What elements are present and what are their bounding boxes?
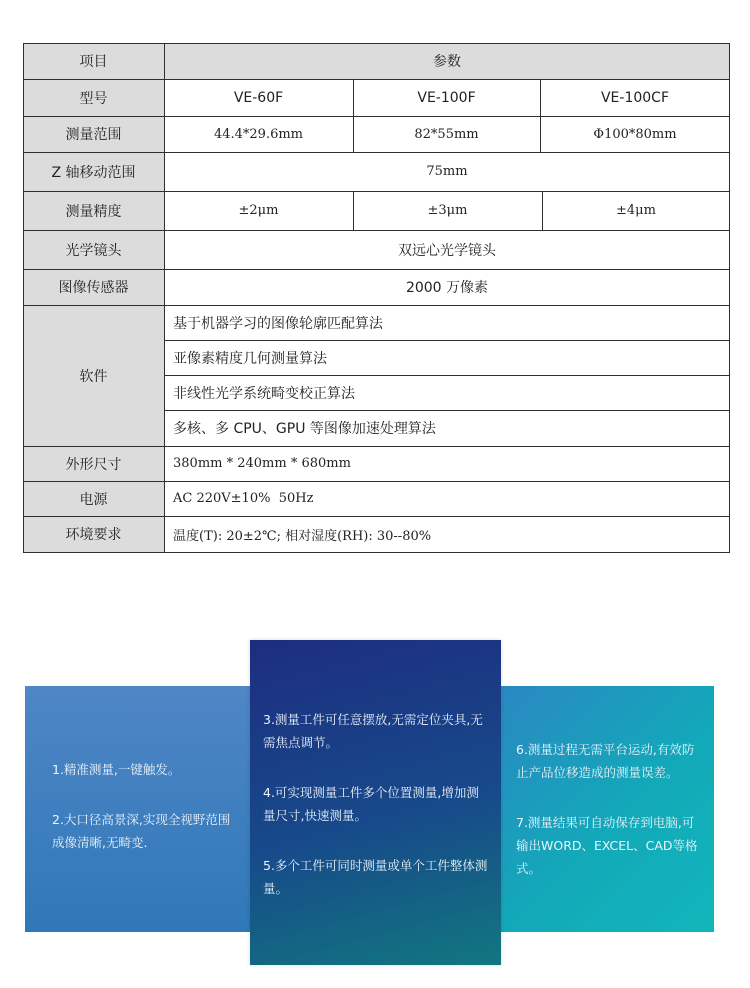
row-label-environment: 环境要求 (65, 527, 122, 543)
row-label-z-axis: Z 轴移动范围 (51, 164, 136, 181)
header-params: 参数 (433, 54, 461, 70)
model-ve-100f: VE-100F (417, 89, 476, 106)
software-item: 非线性光学系统畸变校正算法 (173, 385, 355, 402)
row-label-lens: 光学镜头 (65, 242, 122, 259)
software-item: 基于机器学习的图像轮廓匹配算法 (173, 315, 383, 332)
feature-panel-left (25, 686, 255, 932)
environment-value: 温度(T): 20±2℃; 相对湿度(RH): 30--80% (173, 528, 432, 544)
range-ve-100f: 82*55mm (414, 126, 479, 142)
feature-text: 7.测量结果可自动保存到电脑,可输出WORD、EXCEL、CAD等格式。 (516, 815, 698, 876)
feature-panel-center (250, 640, 501, 965)
feature-text: 5.多个工件可同时测量或单个工件整体测量。 (263, 858, 488, 896)
row-label-accuracy: 测量精度 (65, 203, 122, 220)
software-item: 多核、多 CPU、GPU 等图像加速处理算法 (173, 421, 436, 437)
feature-panel-right (500, 686, 714, 932)
feature-text: 1.精准测量,一键触发。 (52, 762, 181, 777)
range-ve-60f: 44.4*29.6mm (213, 126, 304, 142)
feature-text: 3.测量工件可任意摆放,无需定位夹具,无需焦点调节。 (263, 712, 483, 750)
feature-text: 4.可实现测量工件多个位置测量,增加测量尺寸,快速测量。 (263, 785, 479, 823)
range-ve-100cf: Φ100*80mm (593, 126, 677, 142)
model-ve-100cf: VE-100CF (600, 89, 670, 106)
sensor-value: 2000 万像素 (405, 280, 489, 296)
lens-value: 双远心光学镜头 (398, 242, 496, 259)
row-label-range: 测量范围 (65, 127, 122, 143)
accuracy-ve-100f: ±3μm (427, 203, 468, 218)
row-label-sensor: 图像传感器 (58, 280, 129, 296)
accuracy-ve-100cf: ±4μm (616, 203, 656, 218)
z-axis-value: 75mm (426, 164, 468, 179)
power-value: AC 220V±10% 50Hz (173, 491, 314, 506)
size-value: 380mm * 240mm * 680mm (173, 456, 351, 471)
row-label-power: 电源 (79, 491, 108, 508)
model-ve-60f: VE-60F (233, 89, 284, 106)
accuracy-ve-60f: ±2μm (238, 203, 279, 218)
row-label-size: 外形尺寸 (65, 456, 122, 473)
header-item: 项目 (79, 54, 108, 70)
feature-text: 6.测量过程无需平台运动,有效防止产品位移造成的测量误差。 (516, 742, 695, 780)
software-item: 亚像素精度几何测量算法 (173, 350, 327, 367)
row-label-software: 软件 (79, 368, 108, 385)
feature-text: 2.大口径高景深,实现全视野范围成像清晰,无畸变. (52, 812, 231, 850)
row-label-model: 型号 (79, 90, 108, 107)
